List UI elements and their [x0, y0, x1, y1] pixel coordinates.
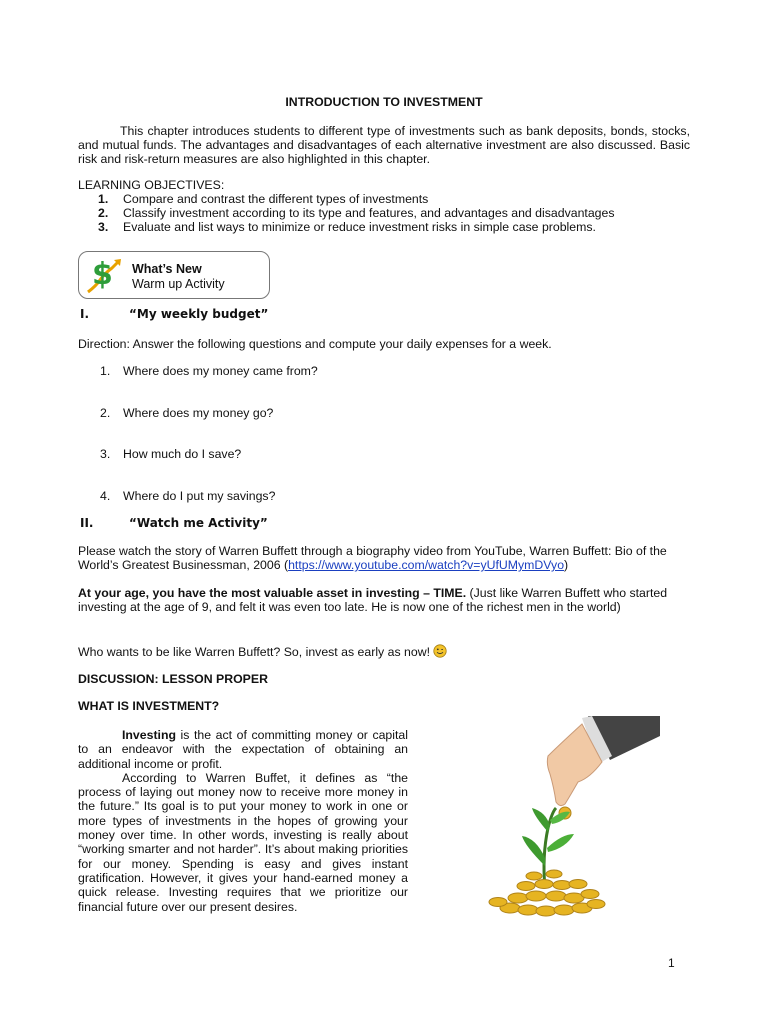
discussion-heading: DISCUSSION: LESSON PROPER — [78, 672, 268, 686]
smiley-icon — [433, 644, 447, 658]
question-item: 1. Where does my money came from? — [100, 364, 318, 378]
learning-objectives-heading: LEARNING OBJECTIVES: — [78, 178, 225, 192]
question-item: 3. How much do I save? — [100, 447, 242, 461]
objective-item: 3. Evaluate and list ways to minimize or reduce investment risks in simple case problems. — [98, 220, 596, 234]
section-one-heading: I. “My weekly budget” — [80, 307, 269, 321]
section-two-heading: II. “Watch me Activity” — [80, 516, 268, 530]
question-item: 4. Where do I put my savings? — [100, 489, 276, 503]
document-title: INTRODUCTION TO INVESTMENT — [285, 95, 483, 109]
whats-new-badge — [78, 251, 270, 299]
intro-paragraph — [78, 124, 690, 166]
direction-text: Direction: Answer the following questions and compute your daily expenses for a week. — [78, 337, 552, 351]
what-is-investment-heading: WHAT IS INVESTMENT? — [78, 699, 220, 713]
intro-text: This chapter introduces students to different type of investments such as bank deposits, bonds, stocks, and mutual funds. The advantages and disadvantages of each alternative investment are also discussed. Basic risk and risk-return measures are also highlighted in this chapter. — [78, 124, 690, 166]
youtube-link[interactable]: https://www.youtube.com/watch?v=yUfUMymDVyo — [288, 558, 565, 572]
who-paragraph: Who wants to be like Warren Buffett? So, invest as early as now! — [78, 644, 690, 659]
svg-text:$: $ — [92, 257, 113, 292]
badge-subheading: Warm up Activity — [132, 277, 225, 291]
watch-paragraph: Please watch the story of Warren Buffett through a biography video from YouTube, Warren Buffett: Bio of the World’s Greatest Businessman, 2006 (https://www.youtube.com/watch?v=yUfUMymDVyo) — [78, 544, 667, 572]
money-growth-icon — [84, 256, 124, 296]
objective-item: 2. Classify investment according to its type and features, and advantages and disadvantages — [98, 206, 615, 220]
question-item: 2. Where does my money go? — [100, 406, 274, 420]
investing-definition: Investing is the act of committing money or capital to an endeavor with the expectation of obtaining an additional income or profit. According to Warren Buffet, it defines as “the process of laying out money now to receive more money in the future.” Its goal is to put your money to work in one or more types of investments in the hopes of growing your money over time. In other words, investing is really about “working smarter and not harder”. It’s about making priorities for our money. Spending is easy and gives instant gratification. However, it gives your hand-earned money a quick release. Investing requires that we prioritize our financial future over our present desires. — [78, 728, 408, 914]
objective-item: 1. Compare and contrast the different types of investments — [98, 192, 429, 206]
badge-heading: What’s New — [132, 262, 202, 276]
page-number: 1 — [668, 956, 675, 970]
buffet-paragraph: According to Warren Buffet, it defines as “the process of laying out money now to receive more money in the future.” Its goal is to put your money to work in one or more types of investments in the hopes of growing your money over time. In other words, investing is really about “working smarter and not harder”. It’s about making priorities for our money. Spending is easy and gives instant gratification. However, it gives your hand-earned money a quick release. Investing requires that we prioritize our financial future over our present desires. — [78, 770, 408, 914]
hand-planting-coin-illustration — [470, 716, 660, 921]
time-paragraph: At your age, you have the most valuable asset in investing – TIME. (Just like Warren Buffett who started investing at the age of 9, and felt it was even too late. He is now one of the richest men in the world) — [78, 586, 668, 614]
